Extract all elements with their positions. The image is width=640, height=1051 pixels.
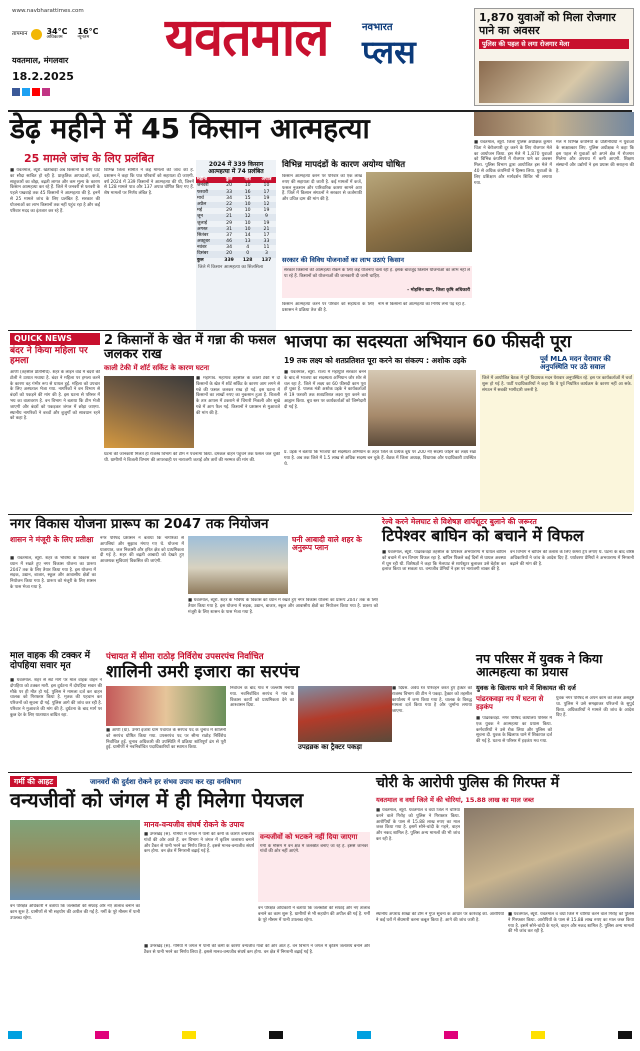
stats-cell: 12 <box>263 201 270 207</box>
wild-box-body: गर्मी के मौसम में वन क्षेत्र में जलस्रोत बनाए जा रहे हैं. इससे जानवर गांवों की ओर नहीं आएंगे. <box>260 843 368 855</box>
stats-cell: 33 <box>263 239 270 245</box>
wild-headline: वन्यजीवों को जंगल में ही मिलेगा पेयजल <box>10 788 304 812</box>
stats-cell: दिसंबर <box>197 251 209 257</box>
lead-side-head: विभिन्न मापदंडों के कारण अयोग्य घोषित <box>282 160 406 170</box>
youtube-icon[interactable] <box>32 88 40 96</box>
wild-body-2: वन परिक्षेत्र अधिकारी ने बताया कि जलस्रोतों की सफाई और नए तालाब बनाने का काम शुरू है. ग्रामीणों से भी सहयोग की अपील की गई है. गर्मी के पूरे मौसम में पानी उपलब्ध रहेगा. <box>10 904 140 921</box>
stats-cell: जून <box>197 214 203 220</box>
quick-news-body: आर्णी (तहसील प्रतिनिधि). शहर के लाइन वार्ड में बंदरों की टोली ने उत्पात मचाया है. बंदर ने महिला पर हमला करने के कारण वह गंभीर रूप से घायल हुई. महिला को उपचार के लिए अस्पताल भेजा गया. नागरिकों ने वन विभाग से बंदरों को पकड़ने की मांग की है. इस घटना से परिसर में भय का वातावरण है. वन विभाग ने बताया कि टीम भेजी जाएगी और बंदरों को पकड़कर जंगल में छोड़ा जाएगा. स्थानीय नागरिकों ने बच्चों और बुजुर्गों को सावधान रहने को कहा है. <box>10 370 100 422</box>
theft-photo <box>464 808 634 908</box>
stats-cell: अक्टूबर <box>197 239 210 245</box>
stats-cell: 19 <box>263 195 270 201</box>
stats-cell: 29 <box>226 208 233 214</box>
panchayat-kicker: पंचायत में सीमा राठोड़ निर्विरोध उपसरपंच निर्वाचित <box>106 652 264 662</box>
promo-box[interactable] <box>474 8 634 106</box>
stats-header-cell: कुल <box>220 177 239 183</box>
fire-photo <box>104 376 194 448</box>
weather-label: तापमान <box>12 30 28 37</box>
stats-table-title: 2024 में 339 किसान आत्महत्या में 74 प्रलंबित <box>208 161 264 175</box>
stats-cell: 13 <box>244 239 251 245</box>
panchayat-body: ■ आर्णी (ग्रा). उमरी इजारा ग्राम पंचायत के सरपंच पद के चुनाव में शालिनी को सरपंच घोषित किया गया. उपसरपंच पद पर सीमा राठोड़ निर्विरोध निर्वाचित हुईं. चुनाव अधिकारी की उपस्थिति में प्रक्रिया शांतिपूर्ण ढंग से पूरी हुई. ग्रामीणों ने नवनिर्वाचित पदाधिकारियों का स्वागत किया. <box>106 728 226 751</box>
lead-subhead: 25 मामले जांच के लिए प्रलंबित <box>24 152 154 165</box>
wild-body-3: ■ उमरखेड़ (सं). गर्मियों में जंगल में पानी की कमी के कारण वन्यजीव गांवों की ओर आते हैं. वन विभाग ने जंगल में कृत्रिम जलाशय बनाने और टैंकर से पानी भरने का निर्णय लिया है. इससे मानव-वन्यजीव संघर्ष कम होगा. वन क्षेत्र में निगरानी बढ़ाई गई है. <box>144 944 370 955</box>
stats-cell: 34 <box>226 195 233 201</box>
tigress-body-2: वन विभाग ने बाघिन की तलाश के लिए कैमरा ट्रैप लगाए थे. घटना के बाद वरिष्ठ अधिकारियों ने जांच के आदेश दिए हैं. पर्यावरण प्रेमियों ने अभयारण्य में निगरानी बढ़ाने की मांग की है. <box>510 550 634 567</box>
stats-cell: जनवरी <box>197 183 209 189</box>
stats-cell: 33 <box>226 189 233 195</box>
urban-caption-text: ■ यवतमाल, ब्यूरो. शहर के भविष्य के विकास को ध्यान में रखते हुए नगर विकास योजना का प्रारूप 2047 तक के लिए तैयार किया गया है. इस योजना में सड़क, उद्यान, बाजार, स्कूल और आवासीय क्षेत्रों का नियोजन किया गया है. प्रारूप को मंजूरी के लिए शासन के पास भेजा गया है. <box>188 598 378 615</box>
promo-title: 1,870 युवाओं को मिला रोजगार पाने का अवसर <box>479 11 616 37</box>
fire-body: ■ महागांव. महागांव तहसील के काली टेकी में दो किसानों के खेत में शॉर्ट सर्किट के कारण आग लगने से गन्ने की फसल जलकर राख हो गई. इस घटना में किसानों का लाखों रुपए का नुकसान हुआ है. बिजली के तार आपस में टकराने से चिंगारी निकली और सूखे गन्ने में आग फैल गई. किसानों ने प्रशासन से मुआवजे की मांग की है. <box>196 376 280 416</box>
city-day: यवतमाल, मंगलवार <box>12 56 69 65</box>
wild-subtop: जानवरों की दुर्दशा रोकने हर संभव उपाय कर रहा वनविभाग <box>90 778 242 786</box>
stats-cell: 34 <box>226 245 233 251</box>
wild-body-4: वन परिक्षेत्र अधिकारी ने बताया कि जलस्रोतों की सफाई और नए तालाब बनाने का काम शुरू है. ग्रामीणों से भी सहयोग की अपील की गई है. गर्मी के पूरे मौसम में पानी उपलब्ध रहेगा. <box>258 906 370 923</box>
tigress-headline: टिपेश्वर बाघिन को बचाने में विफल <box>382 526 584 545</box>
rule-2 <box>8 330 632 331</box>
stats-cell: 339 <box>224 257 234 263</box>
suicide-subhead-2: पांढरकवड़ा नप में घटना से हड़कंप <box>476 695 544 711</box>
stats-header-cell: महीना <box>196 177 220 183</box>
stats-cell: 31 <box>226 226 233 232</box>
stats-cell: 19 <box>263 220 270 226</box>
theft-body: ■ यवतमाल, ब्यूरो. यवतमाल व वर्धा जिले में चोरियां करने वाले गिरोह को पुलिस ने गिरफ्तार किया. आरोपियों के पास से 15.88 लाख रुपए का माल जब्त किया गया है. इसमें सोने-चांदी के गहने, वाहन और नकद शामिल है. पुलिस अन्य मामलों की भी जांच कर रही है. <box>376 808 460 842</box>
instagram-icon[interactable] <box>42 88 50 96</box>
bjp-side-head: पूर्व MLA मदन येरावार की अनुपस्थिति पर उठे सवाल <box>540 355 611 371</box>
bjp-side-body: जिले में आयोजित बैठक में पूर्व विधायक मदन येरावार अनुपस्थित रहे. इस पर कार्यकर्ताओं में चर्चा शुरू हो गई है. पार्टी पदाधिकारियों ने कहा कि वे पूर्व निर्धारित कार्यक्रम के कारण नहीं आ सके. संगठन में सबकी भागीदारी जरूरी है. <box>480 374 634 512</box>
wild-box <box>258 832 370 902</box>
brand-plus: प्लस <box>362 33 416 71</box>
stats-cell: 3 <box>265 251 268 257</box>
fire-body-2: घटना की जानकारी मिलते ही राजस्व विभाग की टीम ने पंचनामा किया. दमकल वाहन पहुंचने तक फसल जल चुकी थी. ग्रामीणों ने बिजली विभाग की लापरवाही पर नाराजगी जताई और तारों की मरम्मत की मांग की. <box>104 452 280 463</box>
stats-cell: 16 <box>244 189 251 195</box>
stats-cell: 10 <box>244 201 251 207</box>
lead-caption-credit: – मोहसिन खान, जिला कृषि अधिकारी <box>406 288 470 293</box>
stats-cell: 128 <box>242 257 253 263</box>
wild-photo <box>10 820 140 900</box>
stats-cell: 29 <box>226 220 233 226</box>
jobfair-body-col1: ■ यवतमाल, ब्यूरो. जिला पुलिस अधीक्षक कुमार चिंता ने बेरोजगारी दूर करने के लिए रोजगार मेले का आयोजन किया. इस मेले में 1,870 युवाओं को विभिन्न कंपनियों में रोजगार पाने का अवसर मिला. पुलिस विभाग द्वारा आयोजित इस मेले में 40 से अधिक कंपनियों ने हिस्सा लिया. युवाओं के लिए प्रशिक्षण और मार्गदर्शन शिविर भी लगाया गया. <box>474 140 552 186</box>
stats-cell: 21 <box>263 226 270 232</box>
quick-news-label: QUICK NEWS <box>10 333 100 345</box>
stats-cell: 11 <box>263 245 270 251</box>
stats-cell: 20 <box>226 251 233 257</box>
jobfair-photo <box>474 112 634 136</box>
issue-date: 18.2.2025 <box>12 70 74 83</box>
tractor-photo <box>298 686 392 742</box>
stats-table-note: जिले में किसान आत्महत्या का सिलसिला <box>198 264 264 270</box>
stats-cell: 10 <box>244 226 251 232</box>
weather-max: 34°C अधिकतम <box>46 26 68 40</box>
fire-headline: 2 किसानों के खेत में गन्ना की फसल जलकर राख <box>104 333 276 362</box>
lead-caption-text: सरकार किसानों की आत्महत्या रोकने के लिए कई योजनाएं चला रही है. इसके बावजूद किसान योजनाओं का लाभ नहीं ले पा रहे हैं. किसानों को योजनाओं की जानकारी दी जानी चाहिए. <box>284 268 470 279</box>
tractor-head: उपद्रव्रक का ट्रैक्टर पकड़ा <box>298 743 362 751</box>
urban-photo <box>188 536 288 594</box>
stats-cell: अप्रैल <box>197 201 207 207</box>
wild-sub: मानव-वन्यजीव संघर्ष रोकने के उपाय <box>144 820 244 829</box>
wild-kicker: गर्मी की आहट <box>10 776 57 787</box>
stats-cell: 12 <box>244 214 251 220</box>
stats-cell: 10 <box>244 208 251 214</box>
jobfair-body-col2: मेले में विभिन्न कंपनियों के प्रतिनिधियों ने युवाओं के साक्षात्कार लिए. पुलिस अधीक्षक ने कहा कि इस पहल से युवाओं को अपने क्षेत्र में रोजगार मिलेगा और अपराध में कमी आएगी. शिक्षण संस्थानों और उद्योगों ने इस प्रयास की सराहना की है. <box>556 140 634 174</box>
weather-box <box>12 22 142 46</box>
stats-cell: जुलाई <box>197 220 207 226</box>
lead-photo <box>366 172 472 252</box>
lead-body-col1: ■ यवतमाल, ब्यूरो. खेतीबाड़ी अब किसानों के लिए घाटे का सौदा साबित हो रही है. प्राकृतिक आपदाओं, कर्ज, साहूकारों का बोझ, बढ़ती लागत और कम मूल्य के कारण किसान आत्महत्या कर रहे हैं. जिले में जनवरी से फरवरी के पहले पखवाड़े तक 45 किसानों ने आत्महत्या की है. इनमें से 25 मामले जांच के लिए प्रलंबित हैं. सरकार की योजनाओं का लाभ किसानों तक नहीं पहुंच रहा है और कई परिवार मदद का इंतजार कर रहे हैं. <box>10 168 100 214</box>
suicide-headline: नप परिसर में युवक ने किया आत्महत्या का प्रयास <box>476 651 603 680</box>
stats-cell: 46 <box>226 239 233 245</box>
stats-cell: 14 <box>244 232 251 238</box>
lead-caption: सरकार की विविध योजनाओं का लाभ उठाएं किसान <box>282 256 405 264</box>
wild-box-head: वन्यजीवों को भटकने नहीं दिया जाएगा <box>260 833 358 841</box>
urban-headline: नगर विकास योजना प्रारूप का 2047 तक नियोजन <box>10 516 269 532</box>
stats-cell: अगस्त <box>197 226 208 232</box>
lead-side-body: किसान आत्महत्या करने पर परिवार को एक लाख रुपए की सहायता दी जाती है. कई मामलों में कर्ज, फसल नुकसान और पारिवारिक कारण सामने आए हैं. जिले में किसान संगठनों ने सरकार से कर्जमाफी और उचित दाम की मांग की है. <box>282 174 362 203</box>
facebook-icon[interactable] <box>12 88 20 96</box>
masthead-url: www.navbharattimes.com <box>12 8 84 14</box>
tractor-body: ■ दिग्रस. अवैध रेत परिवहन करते हुए ट्रैक्टर को राजस्व विभाग की टीम ने पकड़ा. ट्रैक्टर को तहसील कार्यालय में जमा किया गया है. चालक के विरुद्ध मामला दर्ज किया गया है और जुर्माना लगाया जाएगा. <box>392 686 472 715</box>
lead-body-bottom2: नाम से किसानों को आत्महत्या का निर्णय लेना पड़ रहा है. <box>378 302 466 307</box>
crime-body: ■ यवतमाल. शहर से सटे मार्ग पर माल वाहक वाहन ने दोपहिया को टक्कर मारी. इस दुर्घटना में दोपहिया सवार की मौके पर ही मौत हो गई. पुलिस ने मामला दर्ज कर वाहन चालक को गिरफ्तार किया है. मृतक की पहचान कर परिजनों को सूचना दी गई. पुलिस आगे की जांच कर रही है. परिवार ने मुआवजे की मांग की है. दुर्घटना के बाद मार्ग पर कुछ देर के लिए यातायात बाधित रहा. <box>10 678 102 718</box>
stats-cell: 15 <box>244 195 251 201</box>
tigress-body: ■ यवतमाल, ब्यूरो. पांढरकवड़ा तहसील के टिपेश्वर अभयारण्य में घायल बाघिन को बचाने में वन विभाग विफल रहा है. बाघिन पिछले कई दिनों से घायल अवस्था में घूम रही थी. विशेषज्ञों ने कहा कि मेलघाट से शार्पशूटर बुलाकर उसे बेहोश कर इलाज किया जा सकता था. वन्यजीव प्रेमियों ने इस पर नाराजगी व्यक्त की है. <box>382 550 506 573</box>
stats-cell: 10 <box>244 183 251 189</box>
suicide-subhead: युवक के खिलाफ थाने में शिकायत की दर्ज <box>476 684 576 692</box>
stats-cell: 21 <box>226 214 233 220</box>
crime-head: माल वाहक की टक्कर में दोपहिया सवार मृत <box>10 651 91 671</box>
bjp-body: ■ यवतमाल, ब्यूरो. राज्य में महायुति सरकार बनने के बाद से भाजपा का सदस्यता अभियान जोर शोर से चल रहा है. जिले में लक्ष्य का 60 फीसदी काम पूरा हो चुका है. पालक मंत्री अशोक उइके ने कार्यकर्ताओं से 19 फरवरी तक शतप्रतिशत लक्ष्य पूरा करने का आह्वान किया. बूथ स्तर पर कार्यकर्ताओं को जिम्मेदारी दी गई है. <box>284 370 366 410</box>
bjp-body-2: प्र. उइके ने बताया कि भाजपा की सदस्यता अभियान के तहत जिले के प्रत्येक बूथ पर 200 नए सदस्य जोड़ने का लक्ष्य रखा गया है. अब तक जिले में 1.5 लाख से अधिक सदस्य बन चुके हैं. बैठक में जिला अध्यक्ष, विधायक और पदाधिकारी उपस्थित थे. <box>284 450 476 467</box>
rule-3 <box>8 514 632 515</box>
stats-cell: 9 <box>265 214 268 220</box>
stats-header-cell: पात्र <box>238 177 257 183</box>
stats-cell: 17 <box>263 189 270 195</box>
stats-cell: 137 <box>261 257 272 263</box>
promo-photo <box>479 61 629 103</box>
color-registration-bar <box>8 1030 632 1040</box>
urban-body: ■ यवतमाल, ब्यूरो. शहर के भविष्य के विकास को ध्यान में रखते हुए नगर विकास योजना का प्रारूप 2047 तक के लिए तैयार किया गया है. इस योजना में सड़क, उद्यान, बाजार, स्कूल और आवासीय क्षेत्रों का नियोजन किया गया है. प्रारूप को मंजूरी के लिए शासन के पास भेजा गया है. <box>10 556 96 590</box>
rule-4 <box>8 772 632 773</box>
stats-header-cell: अपात्र <box>257 177 276 183</box>
stats-cell: सितंबर <box>197 232 209 238</box>
promo-sub: पुलिस की पहल से लगा रोजगार मेला <box>479 39 629 49</box>
stats-cell: 19 <box>263 208 270 214</box>
stats-cell: 22 <box>226 201 233 207</box>
bjp-headline: भाजपा का सदस्यता अभियान 60 फीसदी पूरा <box>284 332 572 352</box>
stats-cell: 10 <box>244 220 251 226</box>
social-icons <box>12 88 50 96</box>
tigress-kicker: रेल्वे करने मेलघाट से विशेषज्ञ शार्पशूटर बुलाने की जरूरत <box>382 517 537 526</box>
twitter-icon[interactable] <box>22 88 30 96</box>
suicide-body-2: युवक नगर परिषद से अपने काम को लेकर असंतुष्ट था. पुलिस ने उसे समझाकर परिजनों के सुपुर्द किया. अधिकारियों ने मामले की जांच के आदेश दिए हैं. <box>556 696 634 719</box>
panchayat-body-2: निर्वाचन के बाद गांव में जल्लोष मनाया गया. नवनिर्वाचित सरपंच ने गांव के विकास कार्यों को प्राथमिकता देने का आश्वासन दिया. <box>230 686 294 709</box>
stats-cell: मार्च <box>197 195 204 201</box>
urban-subhead: शासन ने मंजूरी के लिए प्रतीक्षा <box>10 535 94 544</box>
stats-cell: 10 <box>263 183 270 189</box>
theft-body-2: स्थानीय अपराध शाखा की टीम ने गुप्त सूचना के आधार पर कार्रवाई की. आरोपियों ने कई घरों में सेंधमारी करना कबूल किया है. आगे की जांच जारी है. <box>376 912 504 923</box>
lead-headline: डेढ़ महीने में 45 किसान आत्महत्या <box>10 112 370 145</box>
stats-cell: कुल <box>197 257 204 263</box>
sun-icon <box>31 29 42 40</box>
urban-body-2: नगर परिषद प्रशासन ने बताया कि नागरिकों से आपत्तियां और सुझाव मंगाए गए थे. योजना में यातायात, जल निकासी और हरित क्षेत्र को प्राथमिकता दी गई है. शहर की बढ़ती आबादी को देखते हुए आवश्यक सुविधाएं विकसित की जाएंगी. <box>100 536 184 565</box>
stats-cell: मई <box>197 208 203 214</box>
stats-table-grid <box>196 177 276 264</box>
stats-cell: 37 <box>226 232 233 238</box>
lead-body-col2: विभिन्न जिला समिति ने कई मामलों की जांच की है. प्रशासन ने कहा कि पात्र परिवारों को सहायता दी जाएगी. वर्ष 2024 में 339 किसानों ने आत्महत्या की थी, जिनमें से 128 मामले पात्र और 137 अपात्र घोषित किए गए हैं. शेष मामलों पर निर्णय लंबित है. <box>104 168 194 197</box>
suicide-body: ■ पांढरकवड़ा. नगर परिषद कार्यालय परिसर में एक युवक ने आत्महत्या का प्रयास किया. कर्मचारियों ने उसे रोक लिया और पुलिस को सूचना दी. युवक के खिलाफ थाने में शिकायत दर्ज की गई है. घटना से परिसर में हड़कंप मच गया. <box>476 716 552 745</box>
bjp-photo <box>368 370 476 446</box>
panchayat-headline: शालिनी उमरी इजारा का सरपंच <box>106 662 300 682</box>
theft-subhead: यवतमाल व वर्धा जिले में की चोरियां, 15.88 लाख का माल जब्त <box>376 796 534 804</box>
panchayat-photo <box>106 686 226 726</box>
brand-title: यवतमाल <box>165 8 329 68</box>
stats-cell: 20 <box>226 183 233 189</box>
bjp-subhead: 19 तक लक्ष्य को शतप्रतिशत पूरा करने का संकल्प : अशोक उइके <box>284 356 467 365</box>
stats-table <box>196 160 276 330</box>
lead-caption-body <box>282 266 472 298</box>
stats-cell: 17 <box>263 232 270 238</box>
wild-body: ■ उमरखेड़ (सं). गर्मियों में जंगल में पानी की कमी के कारण वन्यजीव गांवों की ओर आते हैं. वन विभाग ने जंगल में कृत्रिम जलाशय बनाने और टैंकर से पानी भरने का निर्णय लिया है. इससे मानव-वन्यजीव संघर्ष कम होगा. वन क्षेत्र में निगरानी बढ़ाई गई है. <box>144 832 254 855</box>
brand-sup: नवभारत <box>362 22 393 33</box>
lead-body-bottom1: किसान आत्महत्या करने पर परिवार को सहायता के लिए प्रशासन ने प्रक्रिया तेज की है. <box>282 302 374 313</box>
stats-cell: 4 <box>246 245 250 251</box>
stats-cell: नवंबर <box>197 245 207 251</box>
quick-news-head: बंदर ने किया महिला पर हमला <box>10 346 88 366</box>
fire-subhead: काली टेकी में शॉर्ट सर्किट के कारण घटना <box>104 364 210 372</box>
urban-tag: घनी आबादी वाले शहर के अनुरूप प्लान <box>292 535 362 553</box>
weather-min: 16°C न्यूनतम <box>77 26 99 40</box>
stats-cell: फरवरी <box>197 189 209 195</box>
theft-body-3: ■ यवतमाल, ब्यूरो. यवतमाल व वर्धा जिले में चोरियां करने वाले गिरोह को पुलिस ने गिरफ्तार किया. आरोपियों के पास से 15.88 लाख रुपए का माल जब्त किया गया है. इसमें सोने-चांदी के गहने, वाहन और नकद शामिल है. पुलिस अन्य मामलों की भी जांच कर रही है. <box>508 912 634 935</box>
stats-cell: 0 <box>246 251 250 257</box>
theft-headline: चोरी के आरोपी पुलिस की गिरफ्त में <box>376 775 560 791</box>
